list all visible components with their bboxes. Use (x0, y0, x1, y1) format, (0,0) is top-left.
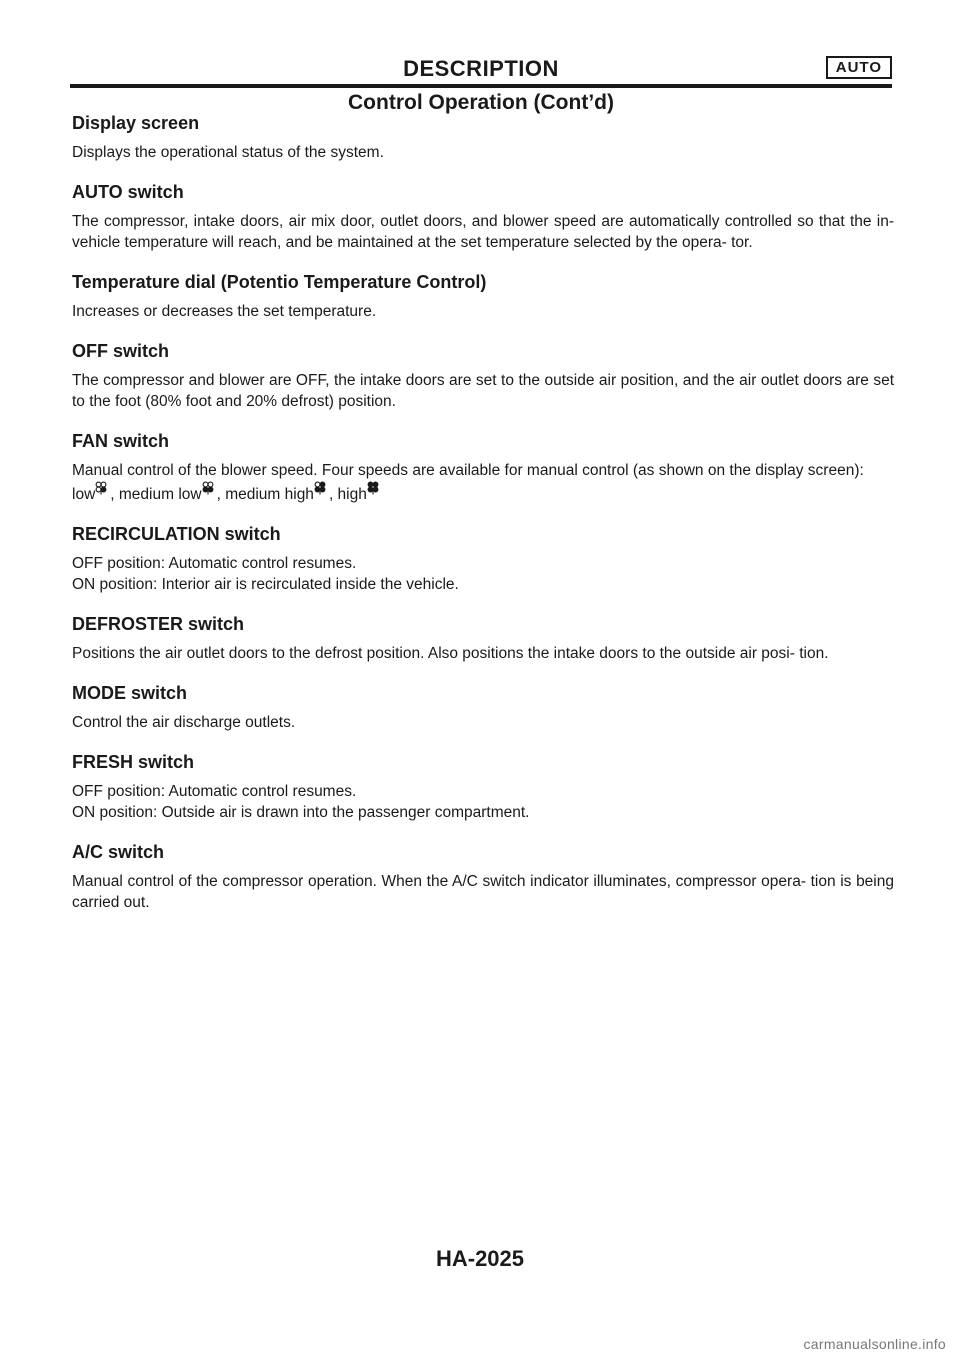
header-subtitle: Control Operation (Cont’d) (348, 91, 614, 114)
section-text: Displays the operational status of the system. (72, 144, 384, 161)
watermark: carmanualsonline.info (803, 1336, 946, 1352)
fan-speed-high-label: , high (328, 486, 367, 503)
fan-medium-low-icon (202, 481, 214, 495)
section-heading: Display screen (72, 113, 200, 133)
section-fan-switch (72, 430, 894, 505)
section-mode-switch (72, 682, 894, 733)
section-text: ON position: Interior air is recirculated inside the vehicle. (72, 576, 459, 593)
header-badge: AUTO (826, 56, 892, 79)
section-text: Increases or decreases the set temperature. (72, 303, 377, 320)
section-heading: MODE switch (72, 683, 188, 703)
section-heading: DEFROSTER switch (72, 614, 245, 634)
section-text: Positions the air outlet doors to the defrost position. Also positions the intake doors to the outside air posi- tion. (72, 645, 829, 662)
section-ac-switch (72, 841, 894, 913)
section-heading: RECIRCULATION switch (72, 524, 281, 544)
section-defroster-switch (72, 613, 894, 664)
fan-speed-low-label: low (72, 486, 96, 503)
fan-speed-medium-low-label: , medium low (110, 486, 202, 503)
section-off-switch (72, 340, 894, 412)
section-text: Control the air discharge outlets. (72, 714, 296, 731)
header-top (70, 54, 892, 84)
section-auto-switch (72, 181, 894, 253)
section-display-screen (72, 112, 894, 163)
section-heading: OFF switch (72, 341, 170, 361)
section-recirculation-switch (72, 523, 894, 595)
content (72, 112, 894, 931)
fan-medium-high-icon (314, 481, 326, 495)
section-text: ON position: Outside air is drawn into the passenger compartment. (72, 804, 530, 821)
section-text: The compressor and blower are OFF, the intake doors are set to the outside air position, and the air outlet doors are set to the foot (80% foot and 20% defrost) position. (72, 372, 894, 410)
page-number: HA-2025 (435, 1246, 525, 1271)
fan-speed-medium-high-label: , medium high (216, 486, 314, 503)
section-heading: A/C switch (72, 842, 165, 862)
section-heading: Temperature dial (Potentio Temperature Control) (72, 272, 487, 292)
section-fresh-switch (72, 751, 894, 823)
section-text: OFF position: Automatic control resumes. (72, 555, 357, 572)
section-text: OFF position: Automatic control resumes. (72, 783, 357, 800)
section-text: The compressor, intake doors, air mix door, outlet doors, and blower speed are automatically controlled so that the in-vehicle temperature will reach, and be maintained at the set temperature selected by the opera- tor. (72, 213, 894, 251)
section-heading: FAN switch (72, 431, 170, 451)
page-header (70, 54, 892, 116)
section-temperature-dial (72, 271, 894, 322)
section-text: Manual control of the blower speed. Four speeds are available for manual control (as shown on the display screen): (72, 462, 864, 479)
fan-low-icon (95, 481, 107, 495)
section-heading: AUTO switch (72, 182, 184, 202)
header-rule (70, 84, 892, 88)
fan-speed-row (72, 481, 894, 505)
section-heading: FRESH switch (72, 752, 195, 772)
section-text: Manual control of the compressor operation. When the A/C switch indicator illuminates, compressor opera- tion is being carried out. (72, 873, 894, 911)
header-title: DESCRIPTION (403, 56, 559, 81)
fan-high-icon (367, 481, 379, 495)
